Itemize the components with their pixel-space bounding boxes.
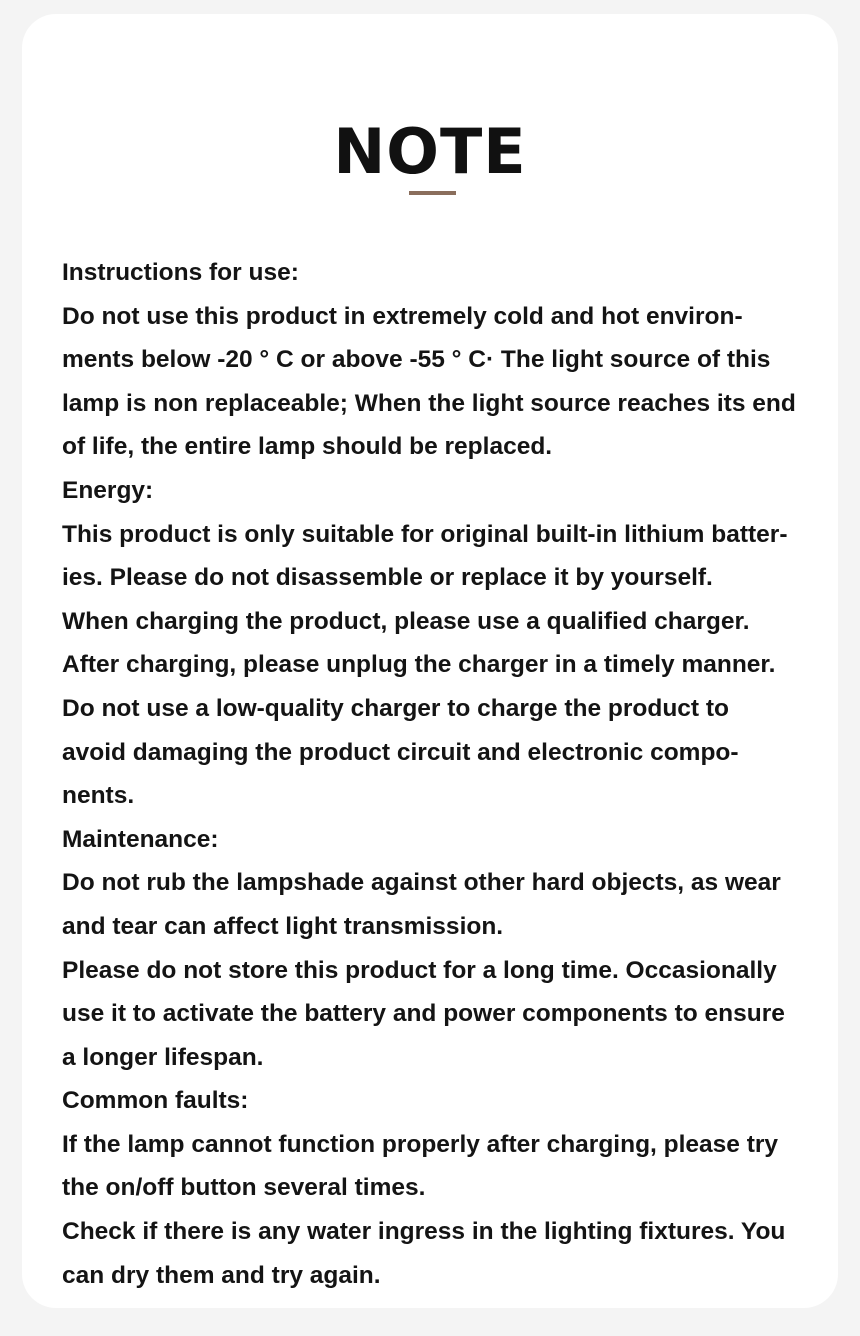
text-line: nents. <box>62 782 135 810</box>
text-line: Do not use a low-quality charger to charge the product to <box>62 694 730 722</box>
note-card <box>22 14 838 1308</box>
text-line: Do not use this product in extremely cold and hot environ- <box>62 302 743 330</box>
text-line: avoid damaging the product circuit and electronic compo- <box>62 738 739 766</box>
text-line: a longer lifespan. <box>62 1043 264 1071</box>
text-line: the on/off button several times. <box>62 1174 426 1202</box>
text-line: use it to activate the battery and power components to ensure <box>62 1000 785 1028</box>
text-line: and tear can affect light transmission. <box>62 912 504 940</box>
text-line: can dry them and try again. <box>62 1261 381 1289</box>
note-content <box>62 251 807 1297</box>
title-divider <box>409 191 456 195</box>
section-heading-instructions: Instructions for use: <box>62 259 299 286</box>
text-line: of life, the entire lamp should be replaced. <box>62 433 553 461</box>
text-line: lamp is non replaceable; When the light source reaches its end <box>62 389 796 417</box>
text-line: ments below -20 ° C or above -55 ° C· The light source of this <box>62 346 771 374</box>
section-heading-common-faults: Common faults: <box>62 1087 249 1115</box>
text-line: Do not rub the lampshade against other hard objects, as wear <box>62 869 781 897</box>
section-heading-maintenance: Maintenance: <box>62 825 219 853</box>
text-line: After charging, please unplug the charger in a timely manner. <box>62 651 776 679</box>
text-line: This product is only suitable for original built-in lithium batter- <box>62 520 788 548</box>
page-title: NOTE <box>333 115 527 188</box>
text-line: Check if there is any water ingress in the lighting fixtures. You <box>62 1218 786 1246</box>
text-line: ies. Please do not disassemble or replace it by yourself. <box>62 564 713 592</box>
text-line: Please do not store this product for a long time. Occasionally <box>62 956 777 984</box>
text-line: When charging the product, please use a qualified charger. <box>62 607 750 635</box>
text-line: If the lamp cannot function properly after charging, please try <box>62 1130 779 1158</box>
section-heading-energy: Energy: <box>62 476 154 504</box>
